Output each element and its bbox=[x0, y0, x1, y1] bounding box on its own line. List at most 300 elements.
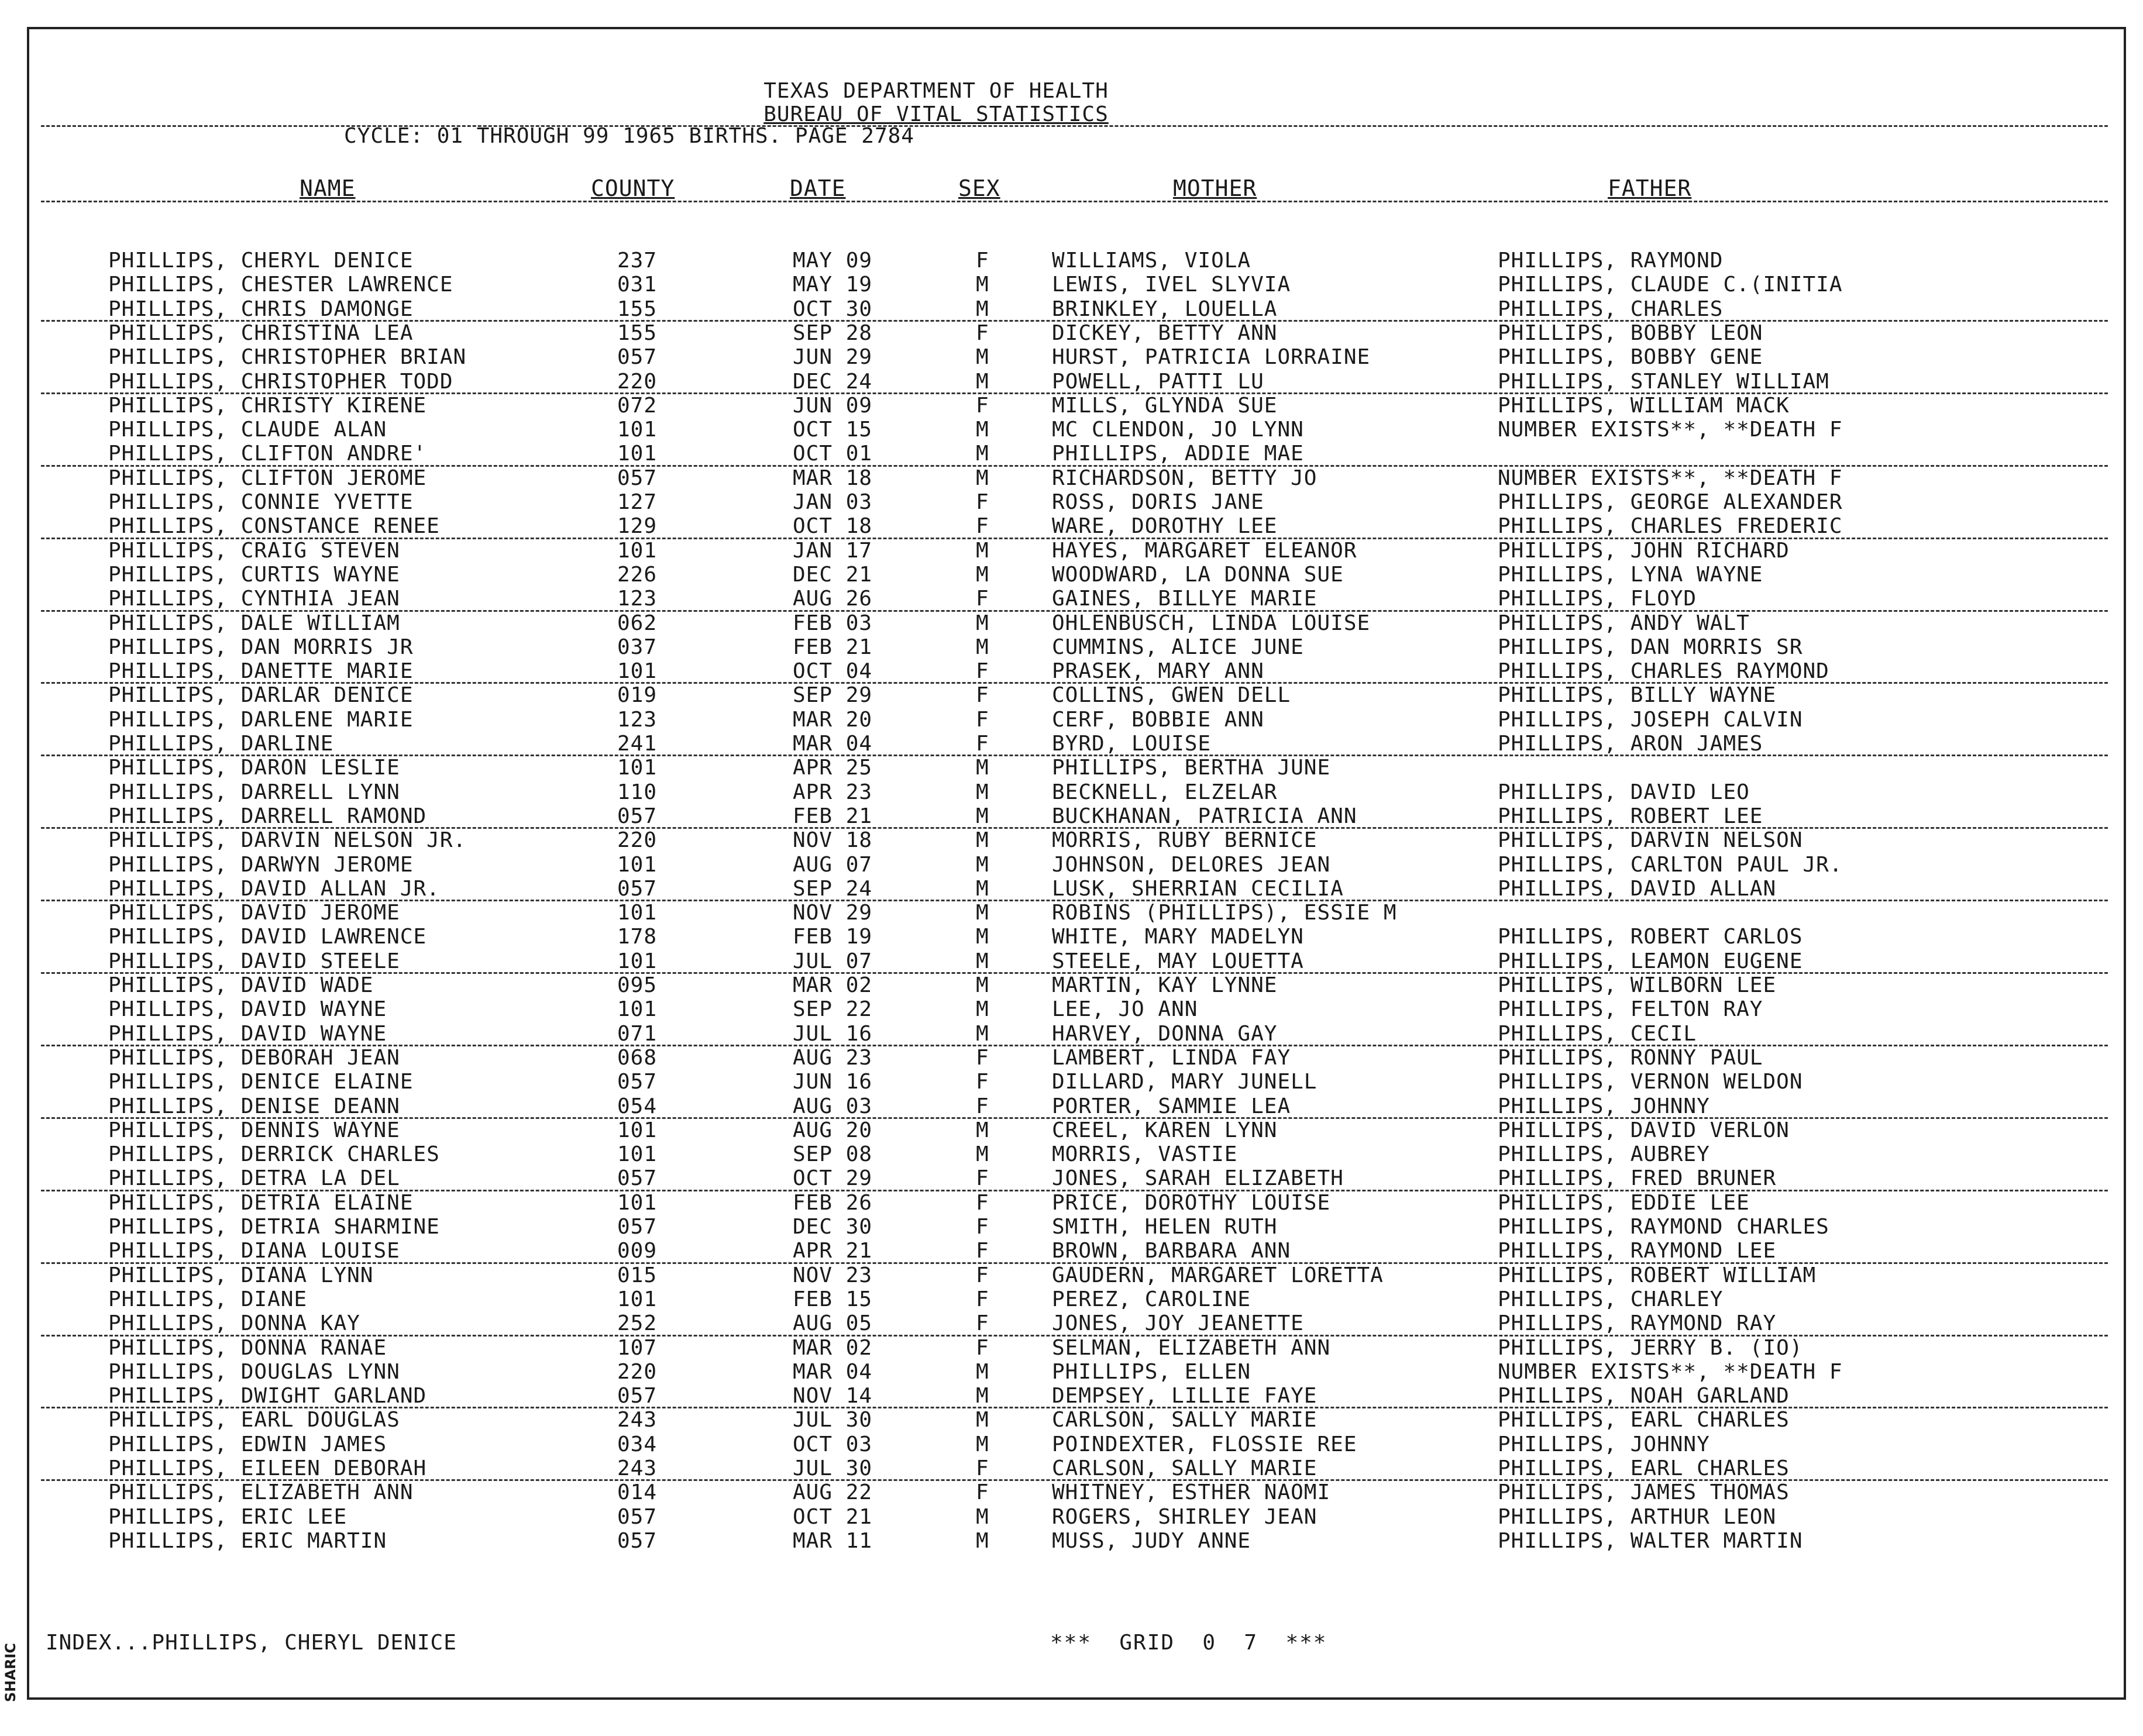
cell-date: AUG 05 bbox=[793, 1311, 873, 1336]
cell-sex: M bbox=[976, 925, 989, 949]
cell-name: PHILLIPS, CHESTER LAWRENCE bbox=[108, 273, 453, 297]
cell-mother: STEELE, MAY LOUETTA bbox=[1052, 949, 1304, 973]
cell-father: PHILLIPS, AUBREY bbox=[1498, 1142, 1710, 1167]
cell-name: PHILLIPS, CHRISTOPHER TODD bbox=[108, 369, 453, 394]
table-row bbox=[0, 1408, 2143, 1432]
cell-date: FEB 21 bbox=[793, 635, 873, 659]
cell-father: PHILLIPS, FLOYD bbox=[1498, 587, 1697, 611]
cell-date: OCT 01 bbox=[793, 442, 873, 466]
cell-name: PHILLIPS, DOUGLAS LYNN bbox=[108, 1359, 400, 1384]
cell-name: PHILLIPS, CHRIS DAMONGE bbox=[108, 297, 414, 321]
cell-sex: F bbox=[976, 1215, 989, 1239]
cell-county: 101 bbox=[617, 1118, 658, 1142]
cell-mother: WHITE, MARY MADELYN bbox=[1052, 925, 1304, 949]
cell-name: PHILLIPS, DARVIN NELSON JR. bbox=[108, 828, 467, 853]
cell-sex: F bbox=[976, 1335, 989, 1360]
cell-father: PHILLIPS, RAYMOND bbox=[1498, 249, 1724, 273]
cell-date: JUL 16 bbox=[793, 1021, 873, 1046]
cell-sex: M bbox=[976, 949, 989, 973]
cell-name: PHILLIPS, DONNA KAY bbox=[108, 1311, 360, 1336]
cell-mother: MORRIS, RUBY BERNICE bbox=[1052, 828, 1318, 853]
cell-mother: LEWIS, IVEL SLYVIA bbox=[1052, 273, 1291, 297]
cell-father: PHILLIPS, WALTER MARTIN bbox=[1498, 1528, 1803, 1553]
cell-mother: BECKNELL, ELZELAR bbox=[1052, 780, 1278, 804]
table-row bbox=[0, 321, 2143, 345]
cell-sex: F bbox=[976, 514, 989, 539]
table-row bbox=[0, 611, 2143, 635]
cell-county: 015 bbox=[617, 1263, 658, 1287]
cell-name: PHILLIPS, DEBORAH JEAN bbox=[108, 1045, 400, 1070]
cell-sex: F bbox=[976, 659, 989, 684]
cell-sex: F bbox=[976, 1287, 989, 1311]
cell-date: AUG 03 bbox=[793, 1094, 873, 1118]
table-row bbox=[0, 1070, 2143, 1094]
cell-county: 123 bbox=[617, 587, 658, 611]
cell-county: 101 bbox=[617, 997, 658, 1022]
cell-sex: M bbox=[976, 901, 989, 925]
bureau-title: BUREAU OF VITAL STATISTICS bbox=[763, 102, 1109, 126]
cell-date: DEC 24 bbox=[793, 369, 873, 394]
cell-mother: BRINKLEY, LOUELLA bbox=[1052, 297, 1278, 321]
cell-mother: PHILLIPS, ELLEN bbox=[1052, 1359, 1251, 1384]
cell-mother: DEMPSEY, LILLIE FAYE bbox=[1052, 1384, 1318, 1408]
cell-father: PHILLIPS, CHARLES RAYMOND bbox=[1498, 659, 1829, 684]
cell-date: JAN 17 bbox=[793, 538, 873, 563]
cell-date: OCT 03 bbox=[793, 1432, 873, 1456]
cell-name: PHILLIPS, DANETTE MARIE bbox=[108, 659, 414, 684]
cell-name: PHILLIPS, DERRICK CHARLES bbox=[108, 1142, 440, 1167]
cell-father: PHILLIPS, CHARLES FREDERIC bbox=[1498, 514, 1843, 539]
cell-mother: CUMMINS, ALICE JUNE bbox=[1052, 635, 1304, 659]
cell-father: PHILLIPS, CHARLEY bbox=[1498, 1287, 1724, 1311]
cell-sex: F bbox=[976, 249, 989, 273]
table-row bbox=[0, 1456, 2143, 1480]
cell-name: PHILLIPS, CHRISTY KIRENE bbox=[108, 393, 427, 418]
cell-father: PHILLIPS, ROBERT WILLIAM bbox=[1498, 1263, 1817, 1287]
table-row bbox=[0, 635, 2143, 659]
cell-county: 220 bbox=[617, 369, 658, 394]
cell-sex: M bbox=[976, 635, 989, 659]
cell-sex: M bbox=[976, 876, 989, 901]
cell-county: 054 bbox=[617, 1094, 658, 1118]
cell-sex: M bbox=[976, 1359, 989, 1384]
table-row bbox=[0, 466, 2143, 490]
cell-mother: PRICE, DOROTHY LOUISE bbox=[1052, 1190, 1331, 1215]
grid-footer: *** GRID 0 7 *** bbox=[1050, 1631, 1327, 1655]
cell-date: APR 23 bbox=[793, 780, 873, 804]
cell-mother: GAINES, BILLYE MARIE bbox=[1052, 587, 1318, 611]
cell-sex: M bbox=[976, 345, 989, 370]
cell-sex: M bbox=[976, 466, 989, 490]
cell-mother: HAYES, MARGARET ELEANOR bbox=[1052, 538, 1357, 563]
cell-sex: M bbox=[976, 804, 989, 828]
cell-name: PHILLIPS, DARON LESLIE bbox=[108, 756, 400, 780]
cell-county: 220 bbox=[617, 1359, 658, 1384]
cell-mother: PEREZ, CAROLINE bbox=[1052, 1287, 1251, 1311]
cell-name: PHILLIPS, CRAIG STEVEN bbox=[108, 538, 400, 563]
cell-father: PHILLIPS, ROBERT LEE bbox=[1498, 804, 1763, 828]
cell-date: OCT 15 bbox=[793, 418, 873, 442]
cell-name: PHILLIPS, DONNA RANAE bbox=[108, 1335, 387, 1360]
cell-mother: GAUDERN, MARGARET LORETTA bbox=[1052, 1263, 1384, 1287]
cell-name: PHILLIPS, EARL DOUGLAS bbox=[108, 1408, 400, 1432]
column-header-county: COUNTY bbox=[591, 175, 675, 201]
table-row bbox=[0, 780, 2143, 804]
cell-father: NUMBER EXISTS**, **DEATH F bbox=[1498, 1359, 1843, 1384]
table-row bbox=[0, 853, 2143, 877]
cell-sex: M bbox=[976, 1142, 989, 1167]
cell-county: 101 bbox=[617, 756, 658, 780]
table-row bbox=[0, 370, 2143, 394]
cell-county: 014 bbox=[617, 1480, 658, 1505]
cell-county: 101 bbox=[617, 1287, 658, 1311]
cell-mother: LUSK, SHERRIAN CECILIA bbox=[1052, 876, 1344, 901]
cell-mother: JOHNSON, DELORES JEAN bbox=[1052, 852, 1331, 877]
cell-name: PHILLIPS, DARLENE MARIE bbox=[108, 707, 414, 732]
cell-name: PHILLIPS, ELIZABETH ANN bbox=[108, 1480, 414, 1505]
cell-name: PHILLIPS, CYNTHIA JEAN bbox=[108, 587, 400, 611]
cell-date: FEB 26 bbox=[793, 1190, 873, 1215]
cell-date: FEB 21 bbox=[793, 804, 873, 828]
cell-father: PHILLIPS, DARVIN NELSON bbox=[1498, 828, 1803, 853]
cell-mother: MILLS, GLYNDA SUE bbox=[1052, 393, 1278, 418]
cell-sex: F bbox=[976, 1263, 989, 1287]
cell-county: 095 bbox=[617, 973, 658, 997]
cell-sex: M bbox=[976, 1021, 989, 1046]
cell-county: 101 bbox=[617, 1190, 658, 1215]
table-row bbox=[0, 1263, 2143, 1287]
cell-date: FEB 03 bbox=[793, 611, 873, 635]
cell-date: JUL 30 bbox=[793, 1456, 873, 1480]
cell-date: FEB 15 bbox=[793, 1287, 873, 1311]
cell-sex: F bbox=[976, 1311, 989, 1336]
cell-name: PHILLIPS, DAN MORRIS JR bbox=[108, 635, 414, 659]
cell-mother: CARLSON, SALLY MARIE bbox=[1052, 1408, 1318, 1432]
cell-name: PHILLIPS, DALE WILLIAM bbox=[108, 611, 400, 635]
table-row bbox=[0, 1239, 2143, 1263]
cell-mother: ROGERS, SHIRLEY JEAN bbox=[1052, 1504, 1318, 1529]
cell-mother: JONES, SARAH ELIZABETH bbox=[1052, 1166, 1344, 1191]
cell-county: 068 bbox=[617, 1045, 658, 1070]
cell-sex: M bbox=[976, 973, 989, 997]
cell-mother: CARLSON, SALLY MARIE bbox=[1052, 1456, 1318, 1480]
cell-mother: MC CLENDON, JO LYNN bbox=[1052, 418, 1304, 442]
cell-name: PHILLIPS, CLAUDE ALAN bbox=[108, 418, 387, 442]
cell-name: PHILLIPS, CHRISTINA LEA bbox=[108, 321, 414, 345]
cell-mother: DILLARD, MARY JUNELL bbox=[1052, 1070, 1318, 1094]
cell-county: 057 bbox=[617, 1166, 658, 1191]
cell-county: 155 bbox=[617, 297, 658, 321]
cell-name: PHILLIPS, DETRA LA DEL bbox=[108, 1166, 400, 1191]
cell-date: APR 21 bbox=[793, 1239, 873, 1263]
cell-date: NOV 23 bbox=[793, 1263, 873, 1287]
cell-date: SEP 08 bbox=[793, 1142, 873, 1167]
table-row bbox=[0, 804, 2143, 828]
cell-name: PHILLIPS, DAVID ALLAN JR. bbox=[108, 876, 440, 901]
cell-mother: WOODWARD, LA DONNA SUE bbox=[1052, 562, 1344, 587]
cell-father: PHILLIPS, RAYMOND RAY bbox=[1498, 1311, 1777, 1336]
cell-date: JUN 09 bbox=[793, 393, 873, 418]
cell-sex: M bbox=[976, 828, 989, 853]
cell-father: PHILLIPS, BOBBY LEON bbox=[1498, 321, 1763, 345]
cell-date: OCT 04 bbox=[793, 659, 873, 684]
cell-county: 101 bbox=[617, 659, 658, 684]
cell-sex: F bbox=[976, 587, 989, 611]
cell-mother: WILLIAMS, VIOLA bbox=[1052, 249, 1251, 273]
cell-county: 101 bbox=[617, 418, 658, 442]
cell-mother: PHILLIPS, ADDIE MAE bbox=[1052, 442, 1304, 466]
cell-name: PHILLIPS, DETRIA SHARMINE bbox=[108, 1215, 440, 1239]
cell-county: 057 bbox=[617, 1504, 658, 1529]
cell-father: PHILLIPS, ARTHUR LEON bbox=[1498, 1504, 1777, 1529]
cell-sex: F bbox=[976, 707, 989, 732]
cell-father: PHILLIPS, LYNA WAYNE bbox=[1498, 562, 1763, 587]
cell-date: OCT 30 bbox=[793, 297, 873, 321]
cell-date: JUN 16 bbox=[793, 1070, 873, 1094]
table-row bbox=[0, 1094, 2143, 1118]
cell-name: PHILLIPS, DARLAR DENICE bbox=[108, 683, 414, 708]
cell-name: PHILLIPS, DIANA LYNN bbox=[108, 1263, 374, 1287]
cell-date: OCT 18 bbox=[793, 514, 873, 539]
cell-mother: MUSS, JUDY ANNE bbox=[1052, 1528, 1251, 1553]
table-row bbox=[0, 949, 2143, 973]
cell-sex: M bbox=[976, 1408, 989, 1432]
cell-date: AUG 20 bbox=[793, 1118, 873, 1142]
cell-name: PHILLIPS, DENISE DEANN bbox=[108, 1094, 400, 1118]
cell-date: JAN 03 bbox=[793, 490, 873, 514]
cell-father: PHILLIPS, RAYMOND CHARLES bbox=[1498, 1215, 1829, 1239]
table-row bbox=[0, 1480, 2143, 1504]
cell-mother: SMITH, HELEN RUTH bbox=[1052, 1215, 1278, 1239]
cell-county: 071 bbox=[617, 1021, 658, 1046]
cell-county: 101 bbox=[617, 949, 658, 973]
cell-sex: F bbox=[976, 1456, 989, 1480]
cell-father: PHILLIPS, STANLEY WILLIAM bbox=[1498, 369, 1829, 394]
cell-sex: F bbox=[976, 1166, 989, 1191]
cell-name: PHILLIPS, DAVID LAWRENCE bbox=[108, 925, 427, 949]
cell-county: 252 bbox=[617, 1311, 658, 1336]
cell-father: PHILLIPS, LEAMON EUGENE bbox=[1498, 949, 1803, 973]
table-row bbox=[0, 418, 2143, 442]
cell-sex: M bbox=[976, 780, 989, 804]
cell-county: 034 bbox=[617, 1432, 658, 1456]
table-row bbox=[0, 1142, 2143, 1166]
cell-sex: M bbox=[976, 369, 989, 394]
cell-date: MAY 19 bbox=[793, 273, 873, 297]
cell-date: AUG 07 bbox=[793, 852, 873, 877]
cell-county: 226 bbox=[617, 562, 658, 587]
cell-date: AUG 22 bbox=[793, 1480, 873, 1505]
cell-sex: M bbox=[976, 273, 989, 297]
column-header-sex: SEX bbox=[958, 175, 1000, 201]
cell-name: PHILLIPS, ERIC MARTIN bbox=[108, 1528, 387, 1553]
cell-county: 101 bbox=[617, 442, 658, 466]
cell-father: PHILLIPS, ROBERT CARLOS bbox=[1498, 925, 1803, 949]
table-row bbox=[0, 1166, 2143, 1190]
cell-sex: F bbox=[976, 1045, 989, 1070]
table-row bbox=[0, 297, 2143, 321]
cell-county: 062 bbox=[617, 611, 658, 635]
cell-name: PHILLIPS, CHRISTOPHER BRIAN bbox=[108, 345, 467, 370]
cell-name: PHILLIPS, DAVID WAYNE bbox=[108, 997, 387, 1022]
cell-father: PHILLIPS, BOBBY GENE bbox=[1498, 345, 1763, 370]
cell-date: MAR 02 bbox=[793, 1335, 873, 1360]
cell-father: PHILLIPS, WILLIAM MACK bbox=[1498, 393, 1790, 418]
cell-date: MAR 04 bbox=[793, 1359, 873, 1384]
cell-name: PHILLIPS, CHERYL DENICE bbox=[108, 249, 414, 273]
table-row bbox=[0, 683, 2143, 707]
table-row bbox=[0, 925, 2143, 949]
cell-mother: JONES, JOY JEANETTE bbox=[1052, 1311, 1304, 1336]
cell-mother: BROWN, BARBARA ANN bbox=[1052, 1239, 1291, 1263]
cell-father: PHILLIPS, JOSEPH CALVIN bbox=[1498, 707, 1803, 732]
cell-county: 031 bbox=[617, 273, 658, 297]
cell-sex: M bbox=[976, 1432, 989, 1456]
cell-county: 057 bbox=[617, 1528, 658, 1553]
cell-sex: F bbox=[976, 321, 989, 345]
cell-father: PHILLIPS, RAYMOND LEE bbox=[1498, 1239, 1777, 1263]
cell-sex: F bbox=[976, 393, 989, 418]
cell-sex: M bbox=[976, 1384, 989, 1408]
cell-name: PHILLIPS, DARRELL LYNN bbox=[108, 780, 400, 804]
cell-date: OCT 29 bbox=[793, 1166, 873, 1191]
cell-father: PHILLIPS, JOHNNY bbox=[1498, 1094, 1710, 1118]
cell-county: 101 bbox=[617, 538, 658, 563]
table-row bbox=[0, 901, 2143, 925]
cell-sex: M bbox=[976, 997, 989, 1022]
cell-county: 178 bbox=[617, 925, 658, 949]
table-row bbox=[0, 1215, 2143, 1239]
cell-name: PHILLIPS, DAVID JEROME bbox=[108, 901, 400, 925]
cell-sex: M bbox=[976, 297, 989, 321]
table-row bbox=[0, 1022, 2143, 1046]
index-footer: INDEX...PHILLIPS, CHERYL DENICE bbox=[46, 1631, 457, 1655]
cell-name: PHILLIPS, DIANA LOUISE bbox=[108, 1239, 400, 1263]
cell-name: PHILLIPS, CURTIS WAYNE bbox=[108, 562, 400, 587]
cell-sex: F bbox=[976, 490, 989, 514]
cell-father: PHILLIPS, CHARLES bbox=[1498, 297, 1724, 321]
table-row bbox=[0, 732, 2143, 756]
cell-county: 220 bbox=[617, 828, 658, 853]
cell-name: PHILLIPS, DENICE ELAINE bbox=[108, 1070, 414, 1094]
table-row bbox=[0, 587, 2143, 611]
cell-date: MAR 02 bbox=[793, 973, 873, 997]
cell-father: PHILLIPS, CARLTON PAUL JR. bbox=[1498, 852, 1843, 877]
cell-father: PHILLIPS, CLAUDE C.(INITIA bbox=[1498, 273, 1843, 297]
cell-mother: LAMBERT, LINDA FAY bbox=[1052, 1045, 1291, 1070]
cell-county: 127 bbox=[617, 490, 658, 514]
cell-father: PHILLIPS, DAVID ALLAN bbox=[1498, 876, 1777, 901]
table-row bbox=[0, 1505, 2143, 1529]
cell-date: MAR 18 bbox=[793, 466, 873, 490]
cell-sex: M bbox=[976, 852, 989, 877]
cell-date: NOV 18 bbox=[793, 828, 873, 853]
cell-sex: M bbox=[976, 756, 989, 780]
cell-date: MAR 04 bbox=[793, 732, 873, 756]
department-title: TEXAS DEPARTMENT OF HEALTH bbox=[763, 79, 1109, 103]
cell-father: PHILLIPS, JAMES THOMAS bbox=[1498, 1480, 1790, 1505]
cell-mother: BYRD, LOUISE bbox=[1052, 732, 1212, 756]
cell-mother: SELMAN, ELIZABETH ANN bbox=[1052, 1335, 1331, 1360]
cell-county: 057 bbox=[617, 1215, 658, 1239]
table-row bbox=[0, 394, 2143, 418]
table-row bbox=[0, 708, 2143, 732]
cell-date: SEP 28 bbox=[793, 321, 873, 345]
cell-name: PHILLIPS, DETRIA ELAINE bbox=[108, 1190, 414, 1215]
cell-father: PHILLIPS, JOHN RICHARD bbox=[1498, 538, 1790, 563]
cell-sex: F bbox=[976, 1239, 989, 1263]
table-row bbox=[0, 539, 2143, 563]
cell-date: SEP 29 bbox=[793, 683, 873, 708]
cell-name: PHILLIPS, ERIC LEE bbox=[108, 1504, 348, 1529]
cell-mother: HURST, PATRICIA LORRAINE bbox=[1052, 345, 1371, 370]
table-row bbox=[0, 1191, 2143, 1215]
column-header-mother: MOTHER bbox=[1173, 175, 1257, 201]
cell-father: PHILLIPS, DAVID VERLON bbox=[1498, 1118, 1790, 1142]
cell-county: 057 bbox=[617, 1384, 658, 1408]
table-row bbox=[0, 1432, 2143, 1456]
cell-mother: ROSS, DORIS JANE bbox=[1052, 490, 1264, 514]
cell-father: PHILLIPS, FELTON RAY bbox=[1498, 997, 1763, 1022]
cell-county: 241 bbox=[617, 732, 658, 756]
cell-name: PHILLIPS, DWIGHT GARLAND bbox=[108, 1384, 427, 1408]
cell-mother: PRASEK, MARY ANN bbox=[1052, 659, 1264, 684]
cell-sex: M bbox=[976, 1528, 989, 1553]
cell-date: MAR 20 bbox=[793, 707, 873, 732]
table-row bbox=[0, 1118, 2143, 1142]
cell-date: DEC 21 bbox=[793, 562, 873, 587]
table-row bbox=[0, 1360, 2143, 1384]
cell-county: 237 bbox=[617, 249, 658, 273]
cell-father: PHILLIPS, BILLY WAYNE bbox=[1498, 683, 1777, 708]
cell-date: FEB 19 bbox=[793, 925, 873, 949]
cell-sex: M bbox=[976, 611, 989, 635]
cell-sex: M bbox=[976, 562, 989, 587]
cell-mother: BUCKHANAN, PATRICIA ANN bbox=[1052, 804, 1357, 828]
cell-father: PHILLIPS, VERNON WELDON bbox=[1498, 1070, 1803, 1094]
cell-sex: F bbox=[976, 683, 989, 708]
cell-name: PHILLIPS, DARWYN JEROME bbox=[108, 852, 414, 877]
cell-county: 101 bbox=[617, 852, 658, 877]
cell-father: PHILLIPS, ARON JAMES bbox=[1498, 732, 1763, 756]
cell-sex: F bbox=[976, 1094, 989, 1118]
cell-county: 107 bbox=[617, 1335, 658, 1360]
cell-mother: CREEL, KAREN LYNN bbox=[1052, 1118, 1278, 1142]
dashed-rule bbox=[41, 201, 2108, 202]
cell-county: 072 bbox=[617, 393, 658, 418]
cell-sex: F bbox=[976, 1070, 989, 1094]
column-header-name: NAME bbox=[300, 175, 356, 201]
cell-date: OCT 21 bbox=[793, 1504, 873, 1529]
cell-county: 101 bbox=[617, 1142, 658, 1167]
column-header-father: FATHER bbox=[1608, 175, 1692, 201]
cell-mother: WARE, DOROTHY LEE bbox=[1052, 514, 1278, 539]
cell-county: 037 bbox=[617, 635, 658, 659]
cell-sex: F bbox=[976, 1480, 989, 1505]
cell-father: PHILLIPS, EDDIE LEE bbox=[1498, 1190, 1750, 1215]
cell-county: 123 bbox=[617, 707, 658, 732]
cell-name: PHILLIPS, DAVID WAYNE bbox=[108, 1021, 387, 1046]
cell-name: PHILLIPS, DIANE bbox=[108, 1287, 308, 1311]
cell-mother: WHITNEY, ESTHER NAOMI bbox=[1052, 1480, 1331, 1505]
cell-mother: POWELL, PATTI LU bbox=[1052, 369, 1264, 394]
cell-sex: M bbox=[976, 538, 989, 563]
table-row bbox=[0, 1046, 2143, 1070]
cell-sex: M bbox=[976, 1118, 989, 1142]
table-row bbox=[0, 973, 2143, 997]
cell-date: DEC 30 bbox=[793, 1215, 873, 1239]
cell-father: PHILLIPS, NOAH GARLAND bbox=[1498, 1384, 1790, 1408]
